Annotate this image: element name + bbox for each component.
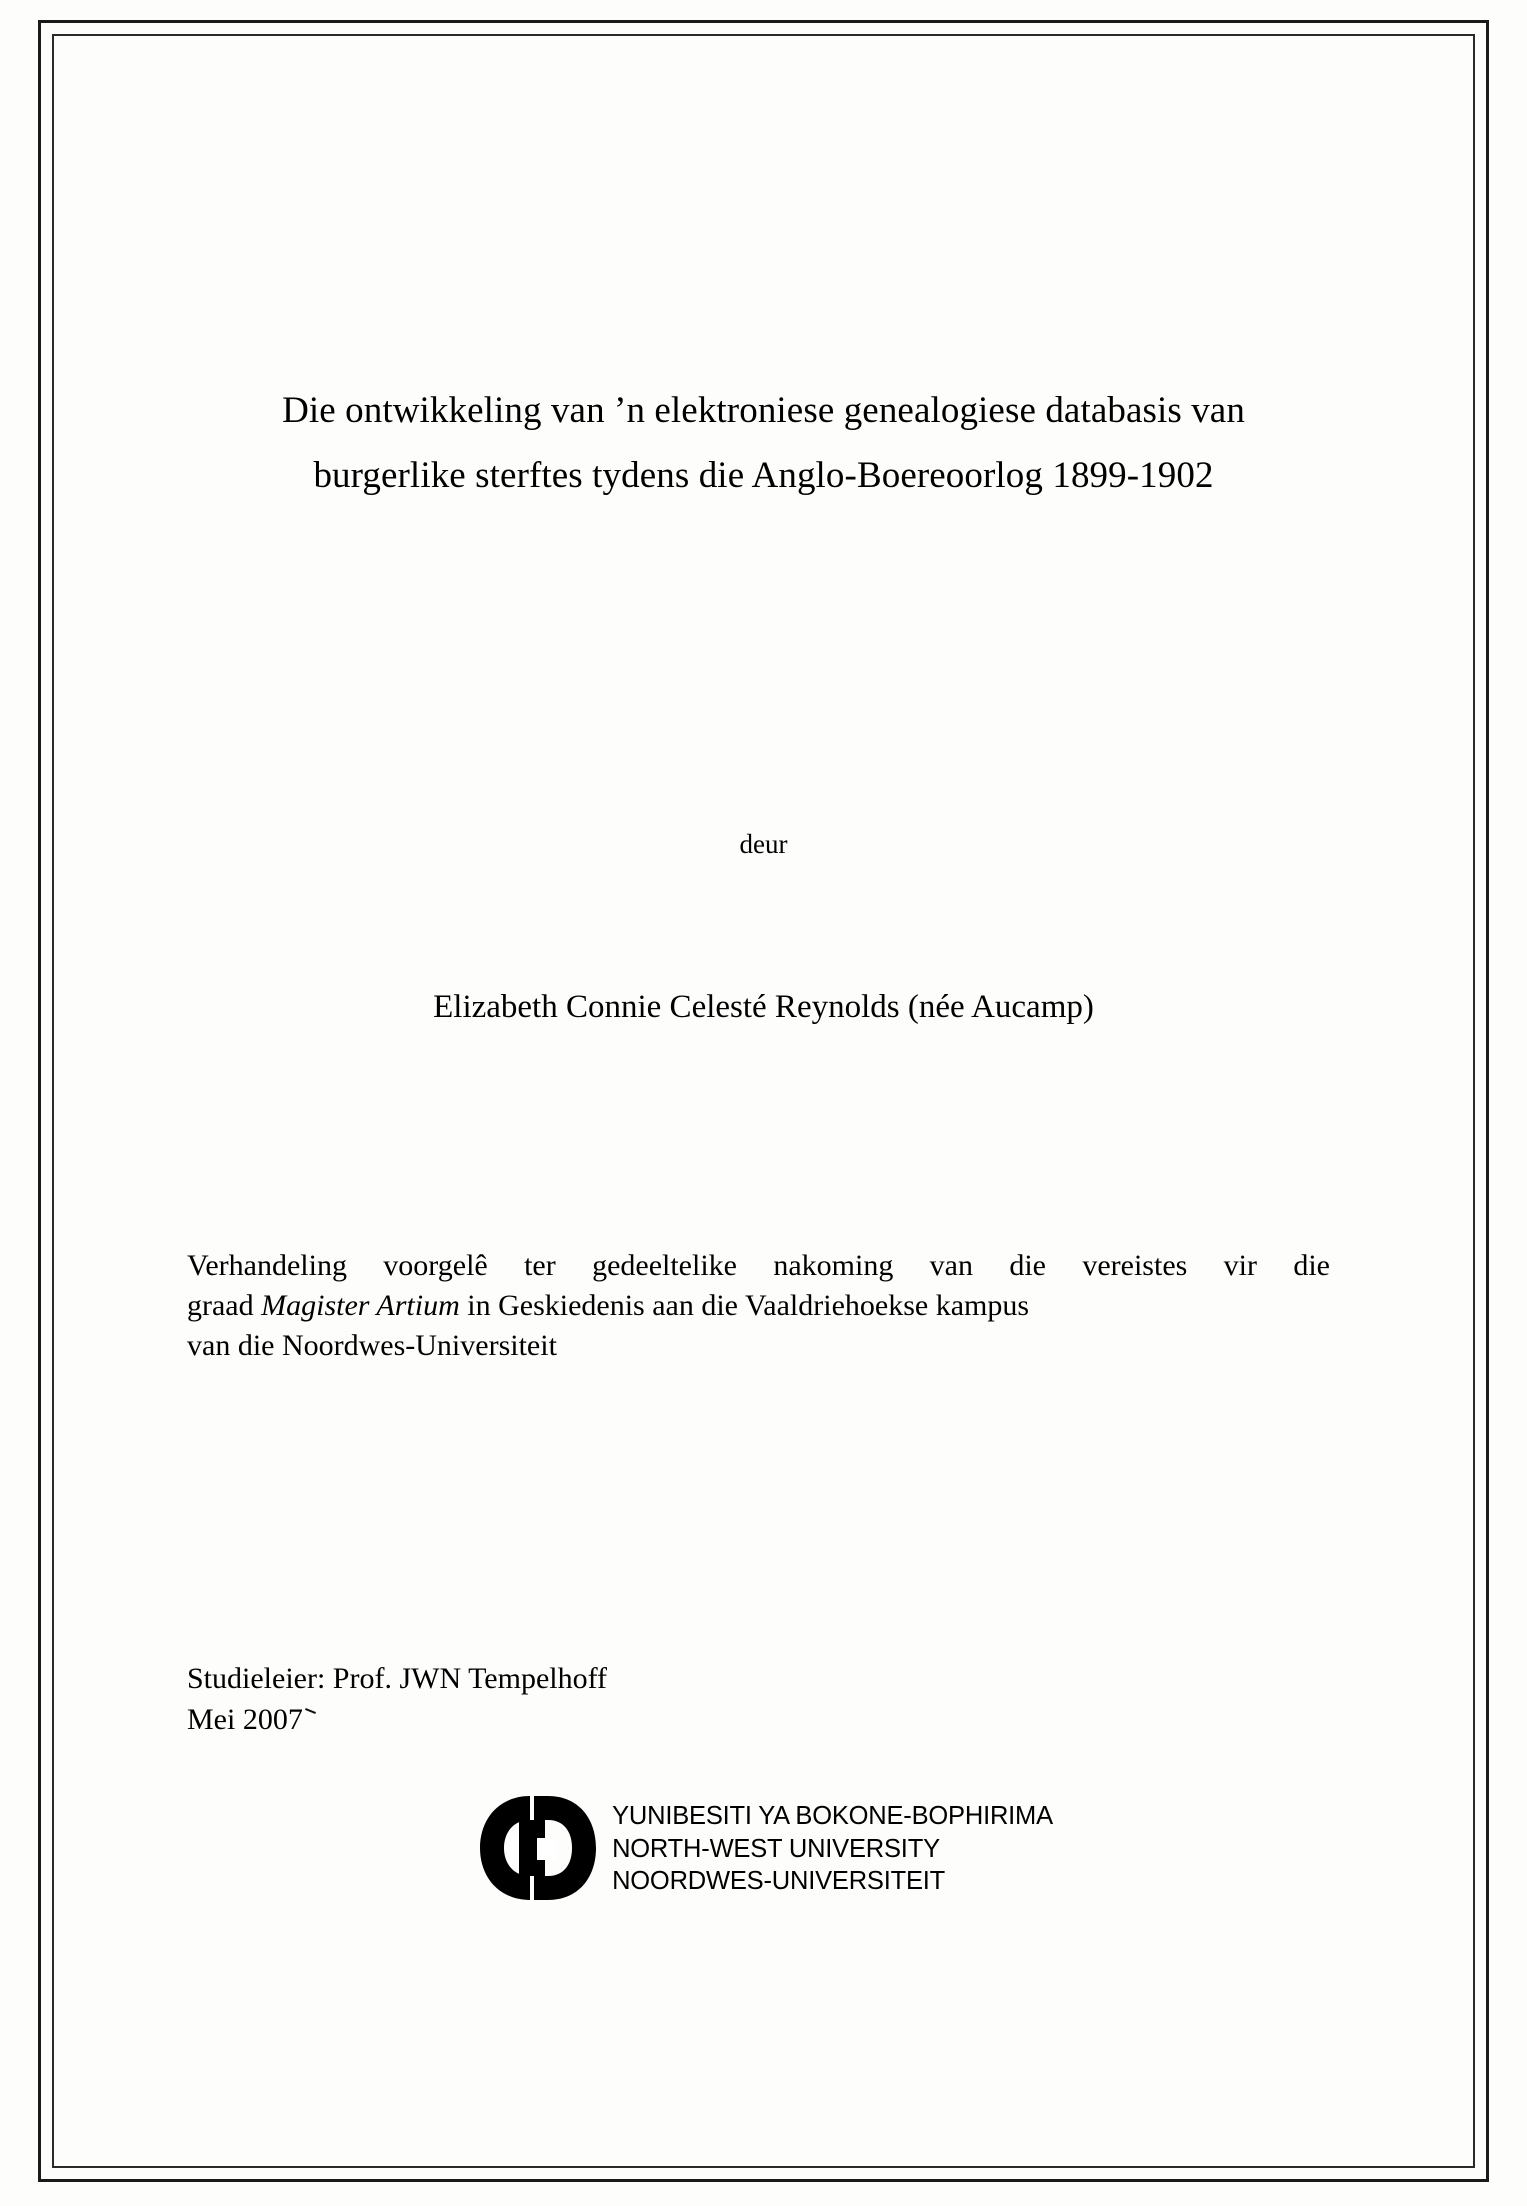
logo-line-1: YUNIBESITI YA BOKONE-BOPHIRIMA [612,1802,1053,1831]
title-line-2: burgerlike sterftes tydens die Anglo-Boereoorlog 1899-1902 [313,454,1214,496]
degree-name-italic: Magister Artium [261,1288,460,1322]
degree-statement-line-2-post: in Geskiedenis aan die Vaaldriehoekse kampus [459,1288,1030,1322]
degree-statement-line-2-pre: graad [187,1288,262,1322]
degree-statement-line-2 [187,1286,1330,1326]
north-west-university-logo-icon [474,1790,602,1908]
by-label: deur [739,829,788,859]
university-logo-block [0,1790,1527,1908]
supervisor-line: Studieleier: Prof. JWN Tempelhoff [187,1662,608,1695]
supervisor-block [187,1659,607,1740]
degree-statement-line-1: Verhandeling voorgelê ter gedeeltelike nakoming van die vereistes vir die [187,1249,1330,1282]
page-title [182,379,1345,509]
logo-line-3: NOORDWES-UNIVERSITEIT [612,1867,946,1896]
university-logo-text [612,1800,1053,1898]
logo-line-2: NORTH-WEST UNIVERSITY [612,1834,940,1863]
title-line-1: Die ontwikkeling van ’n elektroniese genealogiese databasis van [282,390,1245,431]
date-line: Mei 2007 [187,1700,303,1741]
author-name: Elizabeth Connie Celesté Reynolds (née Aucamp) [433,989,1094,1025]
degree-statement-line-3: van die Noordwes-Universiteit [187,1328,557,1362]
degree-statement [187,1246,1330,1366]
